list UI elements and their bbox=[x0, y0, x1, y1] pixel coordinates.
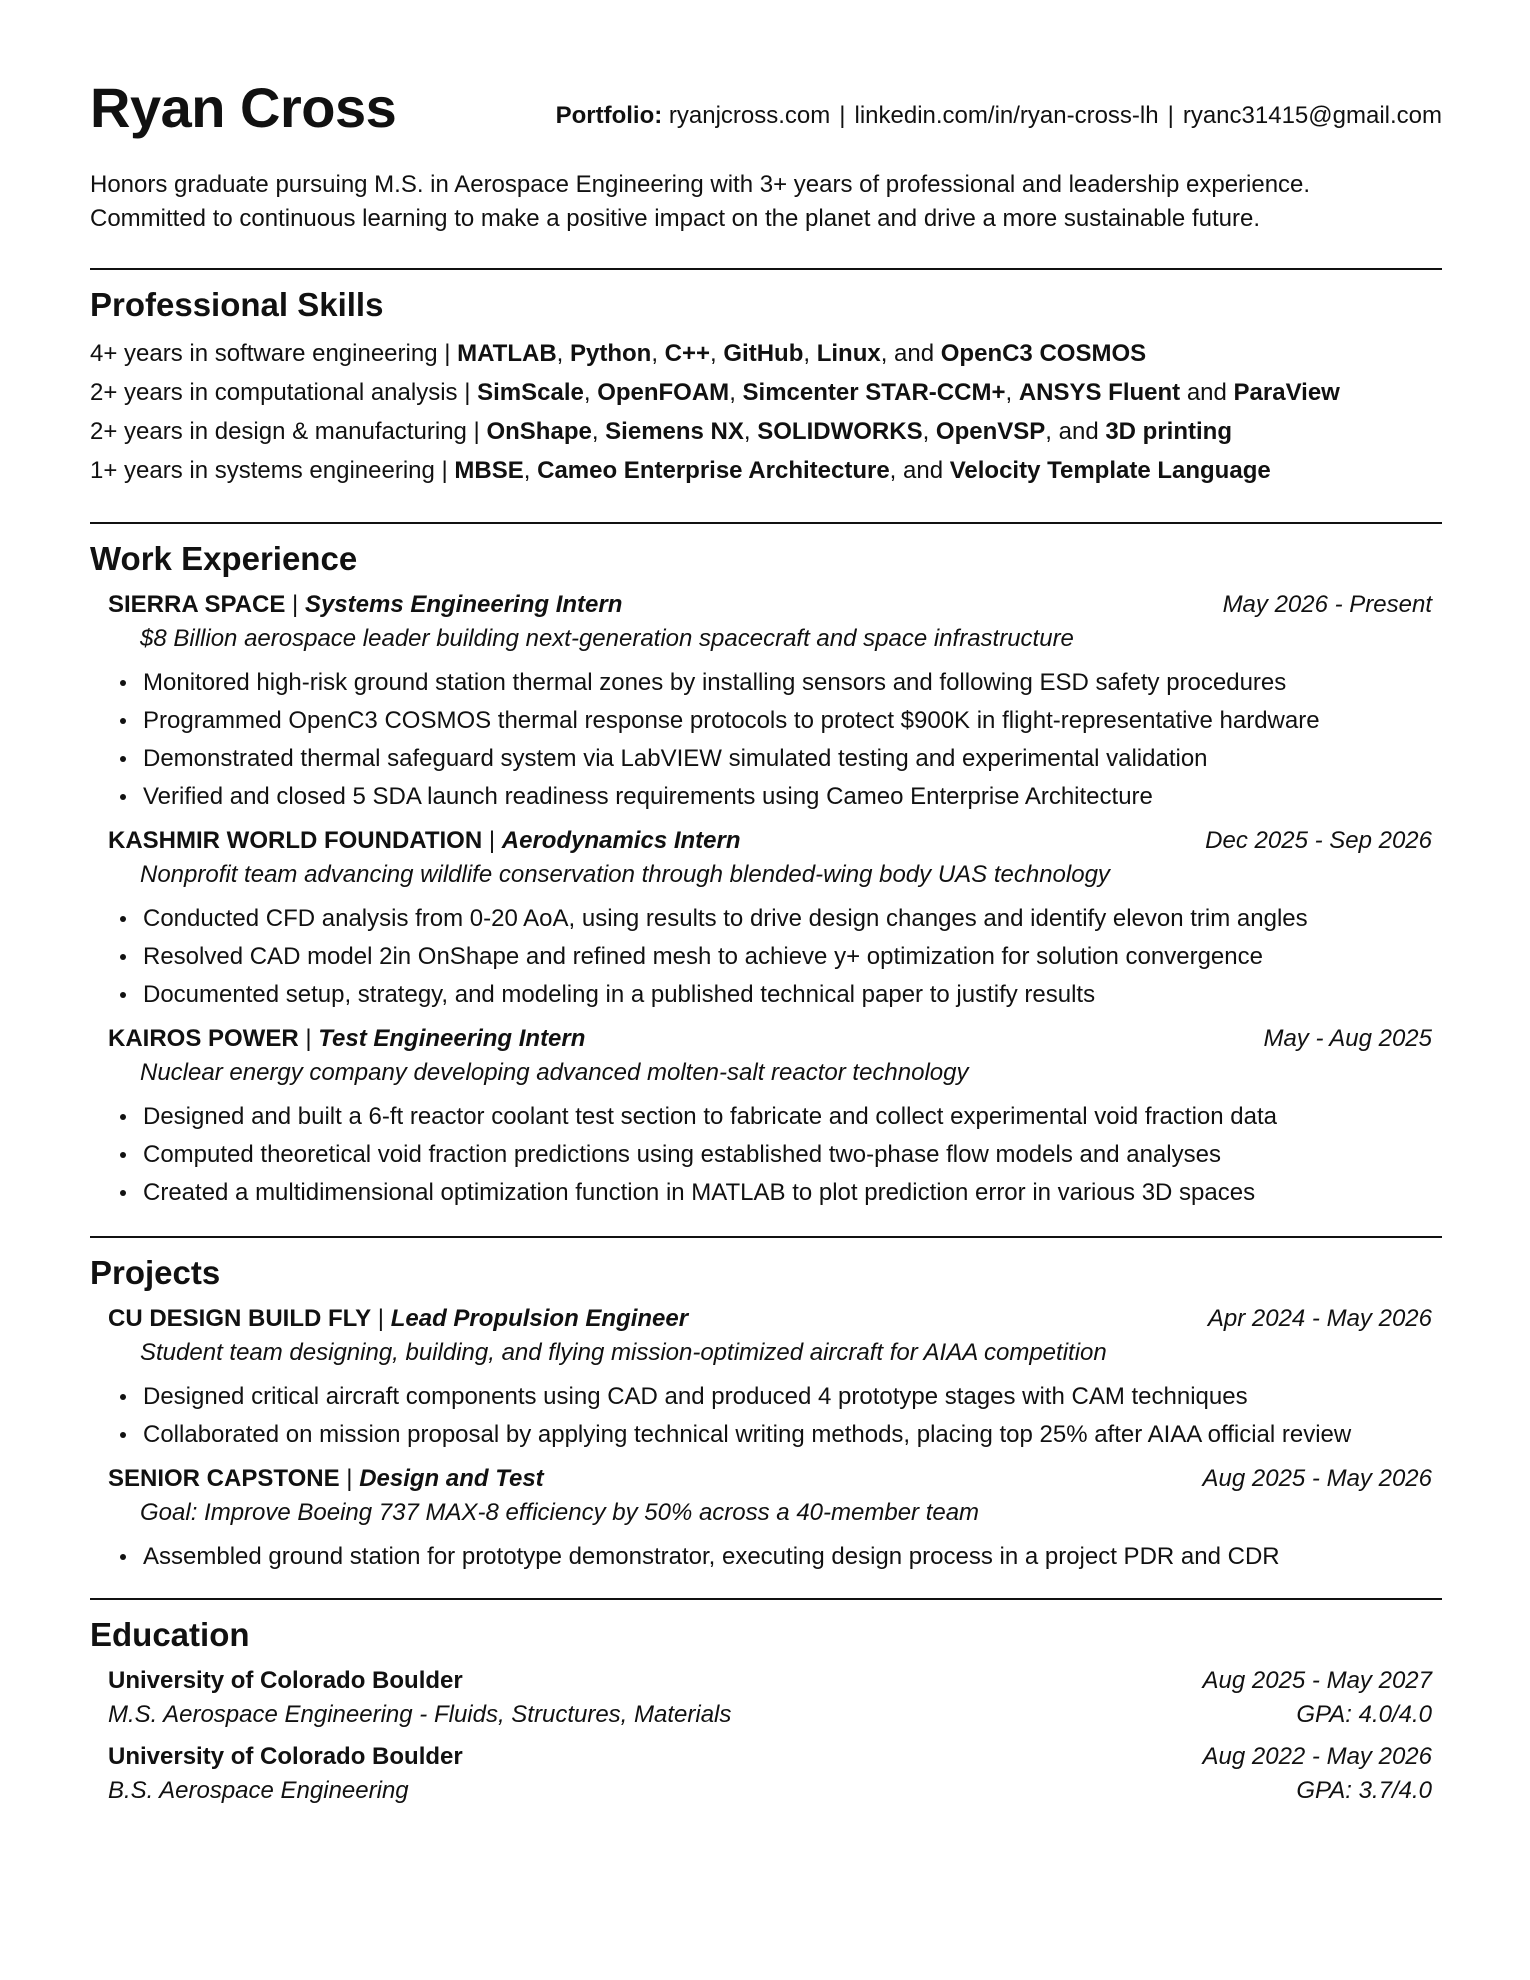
summary-line: Honors graduate pursuing M.S. in Aerospace Engineering with 3+ years of professional and leadership experience. bbox=[90, 171, 1311, 198]
bullet-list bbox=[108, 1378, 1432, 1454]
separator: | bbox=[339, 1465, 360, 1492]
portfolio-label: Portfolio: bbox=[555, 102, 663, 129]
organization-description: Nonprofit team advancing wildlife conservation through blended-wing body UAS technology bbox=[140, 861, 1110, 888]
education-entry bbox=[108, 1664, 1432, 1732]
summary bbox=[90, 168, 1442, 236]
work-entry bbox=[108, 824, 1432, 1014]
separator: | bbox=[482, 827, 502, 854]
date-range: Aug 2025 - May 2027 bbox=[1202, 1667, 1432, 1694]
skill-separator: , bbox=[583, 379, 598, 406]
entry-header bbox=[108, 588, 1432, 622]
work-entry bbox=[108, 1022, 1432, 1212]
skill-line bbox=[90, 373, 1442, 412]
skill-separator: , and bbox=[1045, 418, 1106, 445]
role-title: Systems Engineering Intern bbox=[304, 591, 623, 618]
separator: | bbox=[1167, 102, 1174, 129]
bullet-item: Created a multidimensional optimization function in MATLAB to plot prediction error in various 3D spaces bbox=[108, 1174, 1432, 1212]
organization-name: CU DESIGN BUILD FLY bbox=[108, 1305, 372, 1332]
role-title: Aerodynamics Intern bbox=[501, 827, 741, 854]
role-title: Lead Propulsion Engineer bbox=[390, 1305, 689, 1332]
section-title: Projects bbox=[90, 1254, 221, 1291]
skill-separator: , and bbox=[880, 340, 941, 367]
bullet-item: Demonstrated thermal safeguard system via LabVIEW simulated testing and experimental validation bbox=[108, 740, 1432, 778]
linkedin-link[interactable]: linkedin.com/in/ryan-cross-lh bbox=[854, 102, 1159, 129]
section-title: Education bbox=[90, 1616, 250, 1653]
bullet-item: Documented setup, strategy, and modeling in a published technical paper to justify results bbox=[108, 976, 1432, 1014]
skill-tool: GitHub bbox=[723, 340, 804, 367]
resume-header bbox=[90, 72, 1442, 144]
skill-separator: , bbox=[591, 418, 606, 445]
school-name: University of Colorado Boulder bbox=[108, 1743, 463, 1770]
bullet-list bbox=[108, 900, 1432, 1014]
school-name: University of Colorado Boulder bbox=[108, 1667, 463, 1694]
skill-separator: , bbox=[1005, 379, 1019, 406]
organization-name: SIERRA SPACE bbox=[108, 591, 286, 618]
organization-name: KAIROS POWER bbox=[108, 1025, 299, 1052]
project-entry bbox=[108, 1302, 1432, 1454]
entry-header bbox=[108, 1302, 1432, 1336]
projects-section bbox=[90, 1236, 1442, 1576]
separator: | bbox=[839, 102, 846, 129]
work-section bbox=[90, 522, 1442, 1212]
skill-tool: SOLIDWORKS bbox=[757, 418, 923, 445]
skills-list bbox=[90, 334, 1442, 490]
skill-category: 2+ years in computational analysis | bbox=[90, 379, 478, 406]
project-entry bbox=[108, 1462, 1432, 1576]
date-range: Aug 2022 - May 2026 bbox=[1202, 1743, 1432, 1770]
bullet-list bbox=[108, 664, 1432, 816]
skill-tool: Cameo Enterprise Architecture bbox=[537, 457, 890, 484]
skill-tool: SimScale bbox=[477, 379, 584, 406]
bullet-item: Verified and closed 5 SDA launch readiness requirements using Cameo Enterprise Architecture bbox=[108, 778, 1432, 816]
separator: | bbox=[298, 1025, 319, 1052]
skill-separator: , bbox=[803, 340, 817, 367]
skill-separator: , bbox=[743, 418, 758, 445]
bullet-item: Designed critical aircraft components using CAD and produced 4 prototype stages with CAM techniques bbox=[108, 1378, 1432, 1416]
organization-name: SENIOR CAPSTONE bbox=[108, 1465, 340, 1492]
skill-tool: OpenFOAM bbox=[597, 379, 730, 406]
skill-tool: ParaView bbox=[1233, 379, 1340, 406]
bullet-item: Monitored high-risk ground station thermal zones by installing sensors and following ESD safety procedures bbox=[108, 664, 1432, 702]
date-range: Apr 2024 - May 2026 bbox=[1207, 1305, 1432, 1332]
skill-tool: OpenC3 COSMOS bbox=[940, 340, 1147, 367]
organization-description: Goal: Improve Boeing 737 MAX-8 efficiency by 50% across a 40-member team bbox=[140, 1499, 980, 1526]
organization-description: $8 Billion aerospace leader building next-generation spacecraft and space infrastructure bbox=[140, 625, 1074, 652]
work-entry bbox=[108, 588, 1432, 816]
skill-tool: MATLAB bbox=[457, 340, 557, 367]
education-row bbox=[108, 1740, 1432, 1774]
organization-description: Student team designing, building, and flying mission-optimized aircraft for AIAA competition bbox=[140, 1339, 1107, 1366]
summary-line: Committed to continuous learning to make a positive impact on the planet and drive a more sustainable future. bbox=[90, 205, 1260, 232]
education-entry bbox=[108, 1740, 1432, 1808]
skill-tool: C++ bbox=[664, 340, 711, 367]
date-range: May 2026 - Present bbox=[1222, 591, 1432, 618]
bullet-item: Computed theoretical void fraction predictions using established two-phase flow models and analyses bbox=[108, 1136, 1432, 1174]
separator: | bbox=[285, 591, 305, 618]
skill-separator: , bbox=[651, 340, 665, 367]
skill-tool: 3D printing bbox=[1105, 418, 1232, 445]
skill-separator: , bbox=[556, 340, 570, 367]
date-range: May - Aug 2025 bbox=[1263, 1025, 1432, 1052]
skill-line bbox=[90, 412, 1442, 451]
entry-header bbox=[108, 1022, 1432, 1056]
date-range: Aug 2025 - May 2026 bbox=[1202, 1465, 1432, 1492]
entry-header bbox=[108, 824, 1432, 858]
email-link[interactable]: ryanc31415@gmail.com bbox=[1182, 102, 1442, 129]
skill-tool: Siemens NX bbox=[605, 418, 744, 445]
resume-page bbox=[90, 72, 1442, 1808]
portfolio-link[interactable]: ryanjcross.com bbox=[668, 102, 831, 129]
bullet-list bbox=[108, 1098, 1432, 1212]
skill-category: 1+ years in systems engineering | bbox=[90, 457, 455, 484]
organization-name: KASHMIR WORLD FOUNDATION bbox=[108, 827, 483, 854]
education-row bbox=[108, 1774, 1432, 1808]
skill-category: 4+ years in software engineering | bbox=[90, 340, 458, 367]
entry-header bbox=[108, 1462, 1432, 1496]
bullet-item: Collaborated on mission proposal by applying technical writing methods, placing top 25% after AIAA official review bbox=[108, 1416, 1432, 1454]
skill-separator: , bbox=[710, 340, 724, 367]
skill-tool: OpenVSP bbox=[935, 418, 1046, 445]
separator: | bbox=[371, 1305, 391, 1332]
skill-separator: , and bbox=[889, 457, 950, 484]
skill-tool: OnShape bbox=[486, 418, 592, 445]
candidate-name: Ryan Cross bbox=[90, 76, 397, 139]
role-title: Design and Test bbox=[359, 1465, 544, 1492]
skill-tool: Python bbox=[570, 340, 652, 367]
skill-line bbox=[90, 334, 1442, 373]
bullet-item: Conducted CFD analysis from 0-20 AoA, using results to drive design changes and identify elevon trim angles bbox=[108, 900, 1432, 938]
education-list bbox=[90, 1664, 1442, 1808]
skills-section bbox=[90, 268, 1442, 490]
contact-line bbox=[556, 100, 1442, 132]
skill-separator: , bbox=[523, 457, 538, 484]
bullet-item: Programmed OpenC3 COSMOS thermal response protocols to protect $900K in flight-representative hardware bbox=[108, 702, 1432, 740]
skill-tool: MBSE bbox=[454, 457, 524, 484]
skill-separator: , bbox=[922, 418, 936, 445]
skill-category: 2+ years in design & manufacturing | bbox=[90, 418, 487, 445]
gpa: GPA: 4.0/4.0 bbox=[1296, 1701, 1432, 1728]
bullet-list bbox=[108, 1538, 1432, 1576]
skill-tool: Linux bbox=[816, 340, 881, 367]
organization-description: Nuclear energy company developing advanced molten-salt reactor technology bbox=[140, 1059, 969, 1086]
education-section bbox=[90, 1598, 1442, 1808]
bullet-item: Resolved CAD model 2in OnShape and refined mesh to achieve y+ optimization for solution convergence bbox=[108, 938, 1432, 976]
skill-separator: and bbox=[1180, 379, 1234, 406]
date-range: Dec 2025 - Sep 2026 bbox=[1205, 827, 1432, 854]
section-title: Professional Skills bbox=[90, 286, 384, 323]
degree-name: B.S. Aerospace Engineering bbox=[108, 1777, 409, 1804]
gpa: GPA: 3.7/4.0 bbox=[1296, 1777, 1432, 1804]
bullet-item: Designed and built a 6-ft reactor coolant test section to fabricate and collect experimental void fraction data bbox=[108, 1098, 1432, 1136]
skill-tool: Simcenter STAR-CCM+ bbox=[742, 379, 1006, 406]
skill-separator: , bbox=[729, 379, 743, 406]
degree-name: M.S. Aerospace Engineering - Fluids, Structures, Materials bbox=[108, 1701, 732, 1728]
education-row bbox=[108, 1664, 1432, 1698]
skill-tool: Velocity Template Language bbox=[949, 457, 1271, 484]
skill-tool: ANSYS Fluent bbox=[1018, 379, 1181, 406]
bullet-item: Assembled ground station for prototype demonstrator, executing design process in a project PDR and CDR bbox=[108, 1538, 1432, 1576]
projects-list bbox=[90, 1302, 1442, 1576]
role-title: Test Engineering Intern bbox=[318, 1025, 586, 1052]
skill-line bbox=[90, 451, 1442, 490]
education-row bbox=[108, 1698, 1432, 1732]
work-list bbox=[90, 588, 1442, 1212]
section-title: Work Experience bbox=[90, 540, 358, 577]
